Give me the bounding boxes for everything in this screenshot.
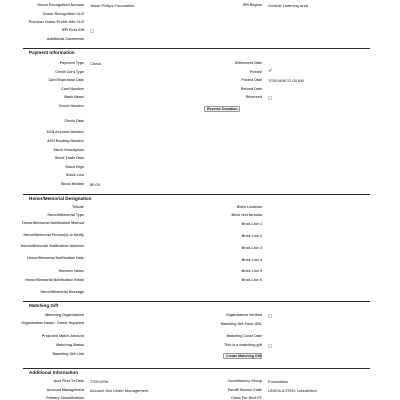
additional-section-rule <box>23 368 370 369</box>
notification-email-label: Honor/Memorial Notification Email <box>25 278 84 282</box>
account-management-value: Account Not Under Management <box>90 387 149 393</box>
posted-label: Posted <box>250 69 262 74</box>
brick-line-4-label: Brick Line 4 <box>241 258 262 262</box>
payment-type-value: Check <box>90 61 102 66</box>
notification-address-label: Honor/Memorial Notification Address <box>20 244 84 248</box>
check-number-label: Check Number <box>58 103 84 108</box>
payment-section <box>23 48 370 55</box>
reversed-checkbox[interactable] <box>268 96 272 100</box>
additional-section-title: Additional Information <box>29 370 78 375</box>
matching-status-label: Matching Status <box>56 342 84 347</box>
matching-close-date-label: Matching Close Date <box>226 334 262 338</box>
honor-section <box>23 194 370 201</box>
ipr-first-gift-checkbox[interactable] <box>90 29 94 33</box>
donor-recognition-formula-value: Jesse Philips Foundation <box>90 3 135 8</box>
constituency-group-label: Constituency Group <box>227 379 262 383</box>
stock-median-value: $0.00 <box>90 181 101 187</box>
account-management-label: Account Management <box>46 387 84 392</box>
brick-line-2-label: Brick Line 2 <box>241 234 262 238</box>
brick-text-formula-label: Brick text formula <box>231 213 262 217</box>
reverse-donation-button[interactable]: Reverse Donation <box>204 106 240 112</box>
honor-message-label: Honor/Memorial Message <box>40 290 84 294</box>
close-for-next-fy-label: Close For Next FY <box>231 395 262 400</box>
matching-organization-label: Matching Organization <box>45 313 84 317</box>
matching-section-title: Matching Gift <box>29 303 59 308</box>
bank-name-label: Bank Name <box>64 95 84 99</box>
person-to-notify-label: Honor/Memorial Person(s) to Notify <box>23 232 84 237</box>
this-is-a-matching-gift-checkbox[interactable] <box>268 344 272 348</box>
create-matching-gift-button[interactable]: Create Matching Gift <box>223 353 262 359</box>
matching-gift-link-label: Matching Gift Link <box>52 351 84 356</box>
acct-first-tx-date-value: 7/29/1998 <box>90 379 108 384</box>
honor-memorial-type-label: Honor/Memorial Type <box>47 213 84 217</box>
ach-routing-number-label: ACH Routing Number <box>47 139 84 143</box>
settlement-date-label: Settlement Date <box>234 61 262 65</box>
payment-section-rule <box>23 48 370 49</box>
stock-median-label: Stock Median <box>60 181 84 186</box>
previous-donor-profile-label: Previous Donor Profile Info CLO <box>28 19 84 24</box>
brick-line-1-label: Brick Line 1 <box>241 222 262 226</box>
org-name-donor-supplied-label: Organization Name - Donor Supplied <box>21 321 84 325</box>
acct-first-tx-date-label: Acct First Tx Date <box>53 379 84 383</box>
this-is-a-matching-gift-label: This is a matching gift <box>224 342 262 347</box>
organization-verified-checkbox[interactable] <box>268 314 272 318</box>
notification-method-label: Honor/Memorial Notification Method <box>22 221 84 225</box>
additional-section <box>23 368 370 375</box>
additional-comments-label: Additional Comments <box>46 36 84 41</box>
brick-line-3-label: Brick Line 3 <box>241 245 262 250</box>
credit-card-type-label: Credit Card Type <box>55 69 84 74</box>
ipr-region-label: IPR Region <box>242 3 262 7</box>
brick-line-5-label: Brick Line 5 <box>241 269 262 273</box>
honor-section-title: Honor/Memorial Designation <box>29 196 92 201</box>
constituency-group-value: Foundation <box>268 379 289 384</box>
refund-date-label: Refund Date <box>240 86 262 91</box>
matching-gift-form-url-label: Matching Gift Form URL <box>220 321 262 326</box>
matching-section-rule <box>23 301 370 302</box>
donor-recognition-formula-label: Donor Recognition formula <box>37 3 84 7</box>
payment-type-label: Payment Type <box>59 61 84 65</box>
honor-section-rule <box>23 194 370 195</box>
ipr-first-gift-label: IPR First Gift <box>62 28 84 32</box>
brick-location-label: Brick Location <box>237 205 262 209</box>
donor-recognition-clo-label: Donor Recognition CLO <box>43 11 84 16</box>
ipr-region-value: Outside Listening area <box>268 3 309 8</box>
fundit-source-code-value: UNSOLICITED: Unsolicited <box>268 387 317 393</box>
posted-date-value: 7/29/1998 12:00 AM <box>268 78 304 83</box>
organization-verified-label: Organization Verified <box>226 313 262 317</box>
fundit-source-code-label: FundIt Source Code <box>227 387 262 392</box>
stock-trade-date-label: Stock Trade Date <box>54 156 84 160</box>
brick-line-6-label: Brick Line 6 <box>241 278 262 282</box>
projected-match-amount-label: Projected Match Amount <box>41 334 84 338</box>
stock-high-label: Stock High <box>65 164 84 169</box>
primary-classification-label: Primary Classification <box>46 395 84 400</box>
card-number-label: Card Number <box>61 86 84 91</box>
ach-account-number-label: ACH Account Number <box>46 130 84 134</box>
payment-section-title: Payment Information <box>29 50 75 55</box>
notification-date-label: Honor/Memorial Notification Date <box>27 256 84 260</box>
honoree-name-label: Honoree Name <box>58 269 84 273</box>
posted-date-label: Posted Date <box>241 78 262 82</box>
card-expiration-date-label: Card Expiration Date <box>48 78 84 82</box>
reversed-label: Reversed <box>245 95 262 99</box>
stock-low-label: Stock Low <box>66 173 84 177</box>
matching-section <box>23 301 370 308</box>
tribute-label: Tribute <box>72 205 84 209</box>
stock-description-label: Stock Description <box>53 147 84 152</box>
check-date-label: Check Date <box>64 118 84 123</box>
posted-checkmark-icon: ✓ <box>268 67 273 74</box>
